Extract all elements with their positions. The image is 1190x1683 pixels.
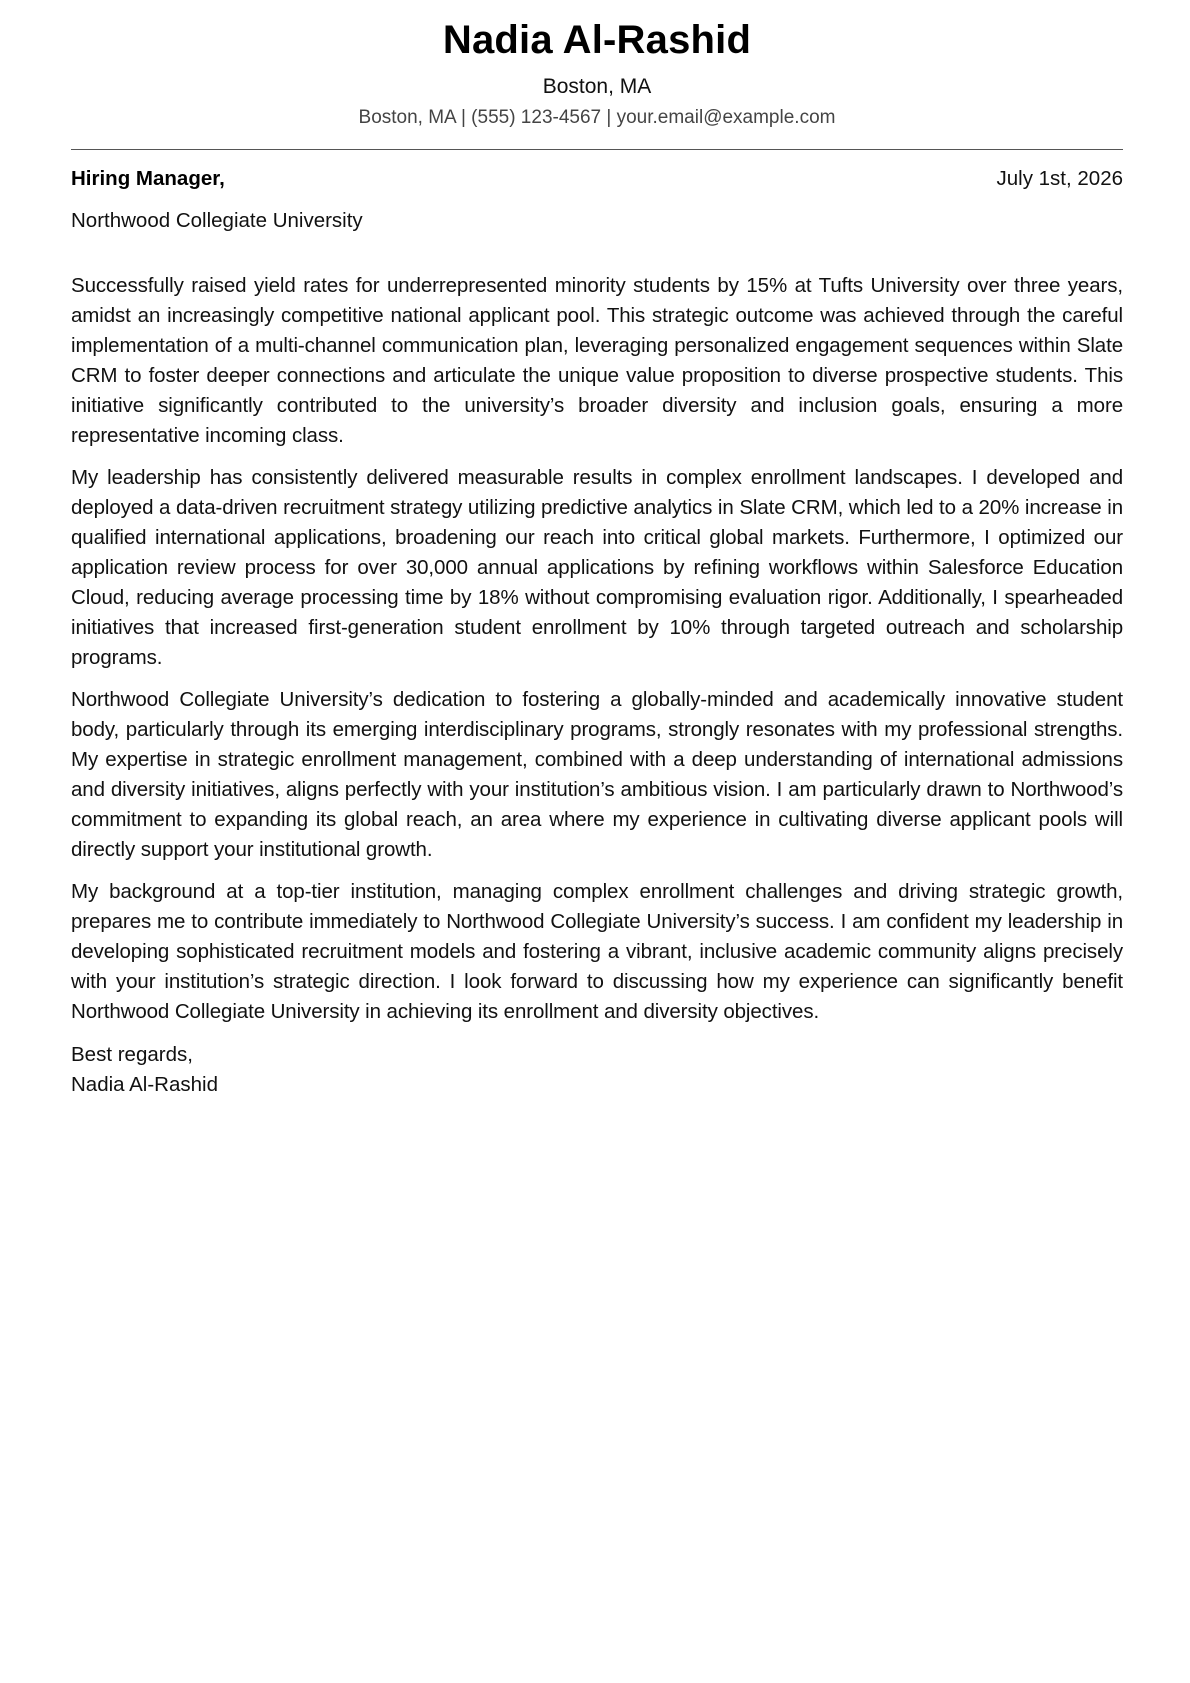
- sender-name: Nadia Al-Rashid: [442, 18, 752, 62]
- body-paragraph-2: My leadership has consistently delivered measurable results in complex enrollment landscapes. I developed and deployed a data-driven recruitment strategy utilizing predictive analytics in Slate CRM, which led to a 20% increase in qualified international applications, broadening our reach into critical global markets. Furthermore, I optimized our application review process for over 30,000 annual applications by refining workflows within Salesforce Education Cloud, reducing average processing time by 18% without compromising evaluation rigor. Additionally, I spearheaded initiatives that increased first-generation student enrollment by 10% through targeted outreach and scholarship programs.: [71, 466, 1123, 669]
- letter-header: [71, 16, 1123, 130]
- body-paragraph-4: My background at a top-tier institution, managing complex enrollment challenges and driving strategic growth, prepares me to contribute immediately to Northwood Collegiate University’s success. I am confident my leadership in developing sophisticated recruitment models and fostering a vibrant, inclusive academic community aligns precisely with your institution’s strategic direction. I look forward to discussing how my experience can significantly benefit Northwood Collegiate University in achieving its enrollment and diversity objectives.: [71, 880, 1123, 1023]
- sender-contact-line: Boston, MA | (555) 123-4567 | your.email@example.com: [358, 107, 836, 128]
- recipient-date-row: [71, 166, 1123, 192]
- closing-salutation: Best regards,: [71, 1043, 193, 1066]
- cover-letter-page: [71, 0, 1123, 1100]
- letter-closing: [71, 1040, 1123, 1100]
- letter-body: [71, 271, 1123, 1027]
- body-paragraph-1: Successfully raised yield rates for underrepresented minority students by 15% at Tufts University over three years, amidst an increasingly competitive national applicant pool. This strategic outcome was achieved through the careful implementation of a multi-channel communication plan, leveraging personalized engagement sequences within Slate CRM to foster deeper connections and articulate the unique value proposition to diverse prospective students. This initiative significantly contributed to the university’s broader diversity and inclusion goals, ensuring a more representative incoming class.: [71, 274, 1123, 447]
- body-paragraph-3: Northwood Collegiate University’s dedication to fostering a globally-minded and academically innovative student body, particularly through its emerging interdisciplinary programs, strongly resonates with my professional strengths. My expertise in strategic enrollment management, combined with a deep understanding of international admissions and diversity initiatives, aligns perfectly with your institution’s ambitious vision. I am particularly drawn to Northwood’s commitment to expanding its global reach, an area where my experience in cultivating diverse applicant pools will directly support your institutional growth.: [71, 688, 1123, 861]
- closing-signature: Nadia Al-Rashid: [71, 1073, 218, 1096]
- recipient-greeting: Hiring Manager,: [71, 167, 225, 190]
- header-divider: [71, 149, 1123, 150]
- letter-date: July 1st, 2026: [996, 167, 1123, 190]
- sender-location: Boston, MA: [542, 75, 652, 98]
- recipient-organization: Northwood Collegiate University: [71, 209, 363, 232]
